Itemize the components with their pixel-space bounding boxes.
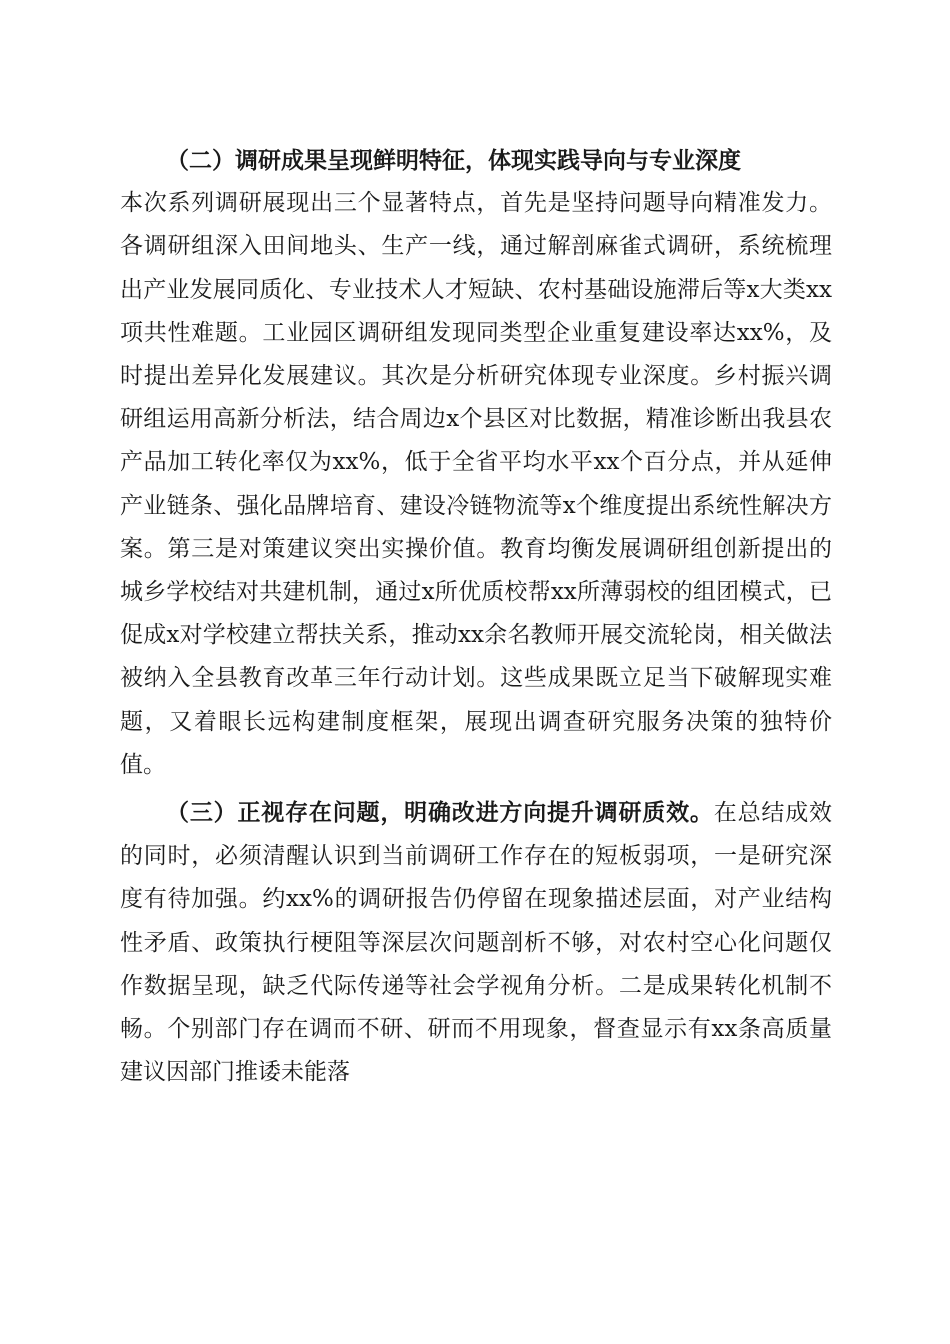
section-3-paragraph [120,791,832,1094]
section-2-paragraph: 本次系列调研展现出三个显著特点，首先是坚持问题导向精准发力。各调研组深入田间地头、生产一线，通过解剖麻雀式调研，系统梳理出产业发展同质化、专业技术人才短缺、农村基础设施滞后等x大类xx项共性难题。工业园区调研组发现同类型企业重复建设率达xx%，及时提出差异化发展建议。其次是分析研究体现专业深度。乡村振兴调研组运用高新分析法，结合周边x个县区对比数据，精准诊断出我县农产品加工转化率仅为xx%，低于全省平均水平xx个百分点，并从延伸产业链条、强化品牌培育、建设冷链物流等x个维度提出系统性解决方案。第三是对策建议突出实操价值。教育均衡发展调研组创新提出的城乡学校结对共建机制，通过x所优质校帮xx所薄弱校的组团模式，已促成x对学校建立帮扶关系，推动xx余名教师开展交流轮岗，相关做法被纳入全县教育改革三年行动计划。这些成果既立足当下破解现实难题，又着眼长远构建制度框架，展现出调查研究服务决策的独特价值。 [120,190,832,778]
document-body [120,139,832,1094]
section-3-body: 在总结成效的同时，必须清醒认识到当前调研工作存在的短板弱项，一是研究深度有待加强。约xx%的调研报告仍停留在现象描述层面，对产业结构性矛盾、政策执行梗阻等深层次问题剖析不够，对农村空心化问题仅作数据呈现，缺乏代际传递等社会学视角分析。二是成果转化机制不畅。个别部门存在调而不研、研而不用现象，督查显示有xx条高质量建议因部门推诿未能落 [120,800,833,1086]
section-3-heading: （三）正视存在问题，明确改进方向提升调研质效。 [166,799,714,827]
section-2-heading: （二）调研成果呈现鲜明特征，体现实践导向与专业深度 [166,147,741,174]
